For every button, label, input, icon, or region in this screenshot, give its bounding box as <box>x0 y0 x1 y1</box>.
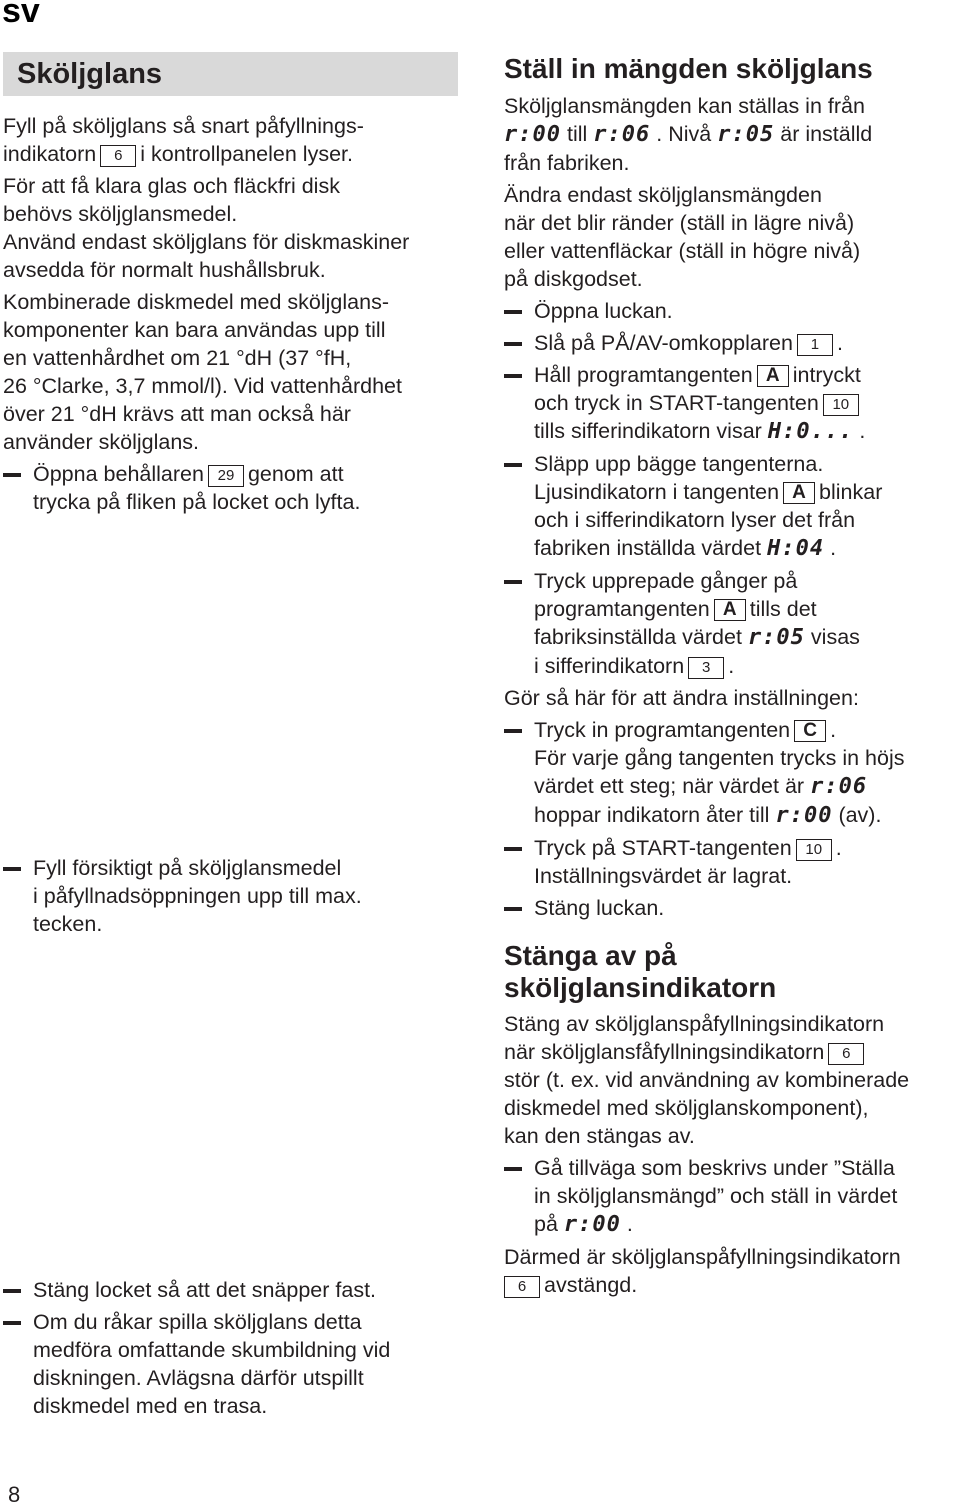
text: Sköljglansmängden kan ställas in från <box>504 94 865 118</box>
text: hoppar indikatorn åter till <box>534 803 770 827</box>
text: Stäng locket så att det snäpper fast. <box>33 1278 377 1302</box>
text: Fyll på sköljglans så snart påfyllnings- <box>3 114 364 138</box>
text: avstängd. <box>544 1273 638 1297</box>
step-press-start <box>504 834 960 890</box>
text: på diskgodset. <box>504 267 643 291</box>
key-a: A <box>783 482 815 504</box>
dash-bullet <box>504 580 522 584</box>
paragraph-refill <box>3 112 463 168</box>
text: tecken. <box>33 912 103 936</box>
display-h04: H:04 <box>767 536 825 561</box>
key-6: 6 <box>100 145 136 167</box>
text: Gå tillväga som beskrivs under ”Ställa <box>534 1156 895 1180</box>
step-spill-warning <box>3 1308 463 1420</box>
step-press-c <box>504 716 960 830</box>
text: fabriksinställda värdet <box>534 625 742 649</box>
text: medföra omfattande skumbildning vid <box>33 1338 391 1362</box>
display-r05: r:05 <box>747 625 805 650</box>
text: i påfyllnadsöppningen upp till max. <box>33 884 362 908</box>
dash-bullet <box>504 463 522 467</box>
text: från fabriken. <box>504 151 630 175</box>
key-a: A <box>714 599 746 621</box>
text: programtangenten <box>534 597 710 621</box>
dash-bullet <box>504 342 522 346</box>
illustration-space <box>3 520 463 854</box>
key-6: 6 <box>828 1043 864 1065</box>
paragraph-when-to-change <box>504 181 960 293</box>
text: indikatorn <box>3 142 97 166</box>
text: kan den stängas av. <box>504 1124 695 1148</box>
display-r06: r:06 <box>810 774 868 799</box>
step-power-on <box>504 329 960 357</box>
dash-bullet <box>3 473 21 477</box>
text: när sköljglansfåfyllningsindikatorn <box>504 1040 825 1064</box>
dash-bullet <box>504 847 522 851</box>
text: blinkar <box>819 480 883 504</box>
text: Tryck upprepade gånger på <box>534 569 798 593</box>
text: behövs sköljglansmedel. <box>3 202 238 226</box>
step-fill-rinse-aid <box>3 854 463 938</box>
text: Därmed är sköljglanspåfyllningsindikatorn <box>504 1245 901 1269</box>
text: Fyll försiktigt på sköljglansmedel <box>33 856 342 880</box>
step-hold-program-key <box>504 361 960 446</box>
paragraph-change-setting: Gör så här för att ändra inställningen: <box>504 686 859 710</box>
text: Tryck in programtangenten <box>534 718 791 742</box>
display-r05: r:05 <box>717 122 775 147</box>
paragraph-turned-off <box>504 1243 960 1299</box>
text: Öppna behållaren <box>33 462 204 486</box>
text: använder sköljglans. <box>3 430 200 454</box>
text: värdet ett steg; när värdet är <box>534 774 805 798</box>
paragraph-turn-off <box>504 1010 960 1150</box>
illustration-space <box>3 942 463 1276</box>
paragraph-clear-glass <box>3 172 463 284</box>
display-r00: r:00 <box>504 122 561 147</box>
display-r00: r:00 <box>563 1212 621 1237</box>
text: diskmedel med en trasa. <box>33 1394 268 1418</box>
text: 26 °Clarke, 3,7 mmol/l). Vid vattenhårdhet <box>3 374 402 398</box>
text: diskningen. Avlägsna därför utspillt <box>33 1366 364 1390</box>
key-a: A <box>757 365 789 387</box>
key-3: 3 <box>688 657 724 679</box>
text: på <box>534 1212 558 1236</box>
key-1: 1 <box>797 334 833 356</box>
text: Tryck på START-tangenten <box>534 836 792 860</box>
step-open-door <box>504 297 960 325</box>
text: till <box>566 122 588 146</box>
text: i kontrollpanelen lyser. <box>140 142 353 166</box>
dash-bullet <box>504 907 522 911</box>
display-r00: r:00 <box>775 803 833 828</box>
text: . <box>830 536 837 560</box>
text: (av). <box>838 803 882 827</box>
text: i sifferindikatorn <box>534 654 685 678</box>
right-column <box>504 52 960 1303</box>
text: fabriken inställda värdet <box>534 536 762 560</box>
text: . <box>626 1212 633 1236</box>
text: . <box>836 331 843 355</box>
step-open-container <box>3 460 463 516</box>
key-29: 29 <box>208 465 244 487</box>
text: För att få klara glas och fläckfri disk <box>3 174 340 198</box>
text: en vattenhårdhet om 21 °dH (37 °fH, <box>3 346 352 370</box>
paragraph-combined-detergent <box>3 288 463 456</box>
text: diskmedel med sköljglanskomponent), <box>504 1096 869 1120</box>
text: Håll programtangenten <box>534 363 753 387</box>
text: sköljglansindikatorn <box>504 972 777 1003</box>
text: . <box>728 654 735 678</box>
text: och i sifferindikatorn lyser det från <box>534 508 856 532</box>
text: Öppna luckan. <box>534 299 673 323</box>
text: när det blir ränder (ställ in lägre nivå) <box>504 211 855 235</box>
page-number: 8 <box>8 1482 21 1507</box>
text: För varje gång tangenten trycks in höjs <box>534 746 905 770</box>
language-code: sv <box>2 0 40 30</box>
text: tills det <box>749 597 817 621</box>
text: är inställd <box>780 122 873 146</box>
display-h0: H:0... <box>767 419 854 444</box>
key-6: 6 <box>504 1276 540 1298</box>
paragraph-range <box>504 92 960 177</box>
text: Stänga av på <box>504 940 677 971</box>
text: eller vattenfläckar (ställ in högre nivå) <box>504 239 861 263</box>
text: Släpp upp bägge tangenterna. <box>534 452 824 476</box>
dash-bullet <box>3 1289 21 1293</box>
key-10: 10 <box>823 394 859 416</box>
step-set-r00 <box>504 1154 960 1239</box>
text: Om du råkar spilla sköljglans detta <box>33 1310 362 1334</box>
step-release-keys <box>504 450 960 563</box>
text: komponenter kan bara användas upp till <box>3 318 386 342</box>
text: . <box>859 419 866 443</box>
dash-bullet <box>504 1167 522 1171</box>
text: Slå på PÅ/AV-omkopplaren <box>534 331 793 355</box>
text: . <box>830 718 837 742</box>
dash-bullet <box>3 1321 21 1325</box>
text: Ändra endast sköljglansmängden <box>504 183 822 207</box>
text: genom att <box>247 462 344 486</box>
text: Kombinerade diskmedel med sköljglans- <box>3 290 389 314</box>
text: intryckt <box>792 363 861 387</box>
section-title-set-amount: Ställ in mängden sköljglans <box>504 53 873 84</box>
key-c: C <box>794 720 826 742</box>
text: . Nivå <box>656 122 712 146</box>
text: Stäng av sköljglanspåfyllningsindikatorn <box>504 1012 885 1036</box>
text: in sköljglansmängd” och ställ in värdet <box>534 1184 898 1208</box>
text: avsedda för normalt hushållsbruk. <box>3 258 326 282</box>
key-10: 10 <box>796 839 832 861</box>
step-press-repeatedly <box>504 567 960 680</box>
dash-bullet <box>504 729 522 733</box>
text: stör (t. ex. vid användning av kombinerade <box>504 1068 910 1092</box>
text: Stäng luckan. <box>534 896 665 920</box>
step-close-door <box>504 894 960 922</box>
text: Inställningsvärdet är lagrat. <box>534 864 793 888</box>
display-r06: r:06 <box>593 122 651 147</box>
dash-bullet <box>3 867 21 871</box>
section-title-rinse-aid: Sköljglans <box>3 52 458 96</box>
text: Ljusindikatorn i tangenten <box>534 480 780 504</box>
dash-bullet <box>504 374 522 378</box>
section-title-turn-off-indicator <box>504 940 960 1004</box>
text: visas <box>810 625 860 649</box>
text: trycka på fliken på locket och lyfta. <box>33 490 361 514</box>
text: . <box>835 836 842 860</box>
text: över 21 °dH krävs att man också här <box>3 402 351 426</box>
text: tills sifferindikatorn visar <box>534 419 762 443</box>
step-close-lid <box>3 1276 463 1304</box>
dash-bullet <box>504 310 522 314</box>
text: och tryck in START-tangenten <box>534 391 819 415</box>
left-column <box>3 52 463 1424</box>
text: Använd endast sköljglans för diskmaskiner <box>3 230 410 254</box>
